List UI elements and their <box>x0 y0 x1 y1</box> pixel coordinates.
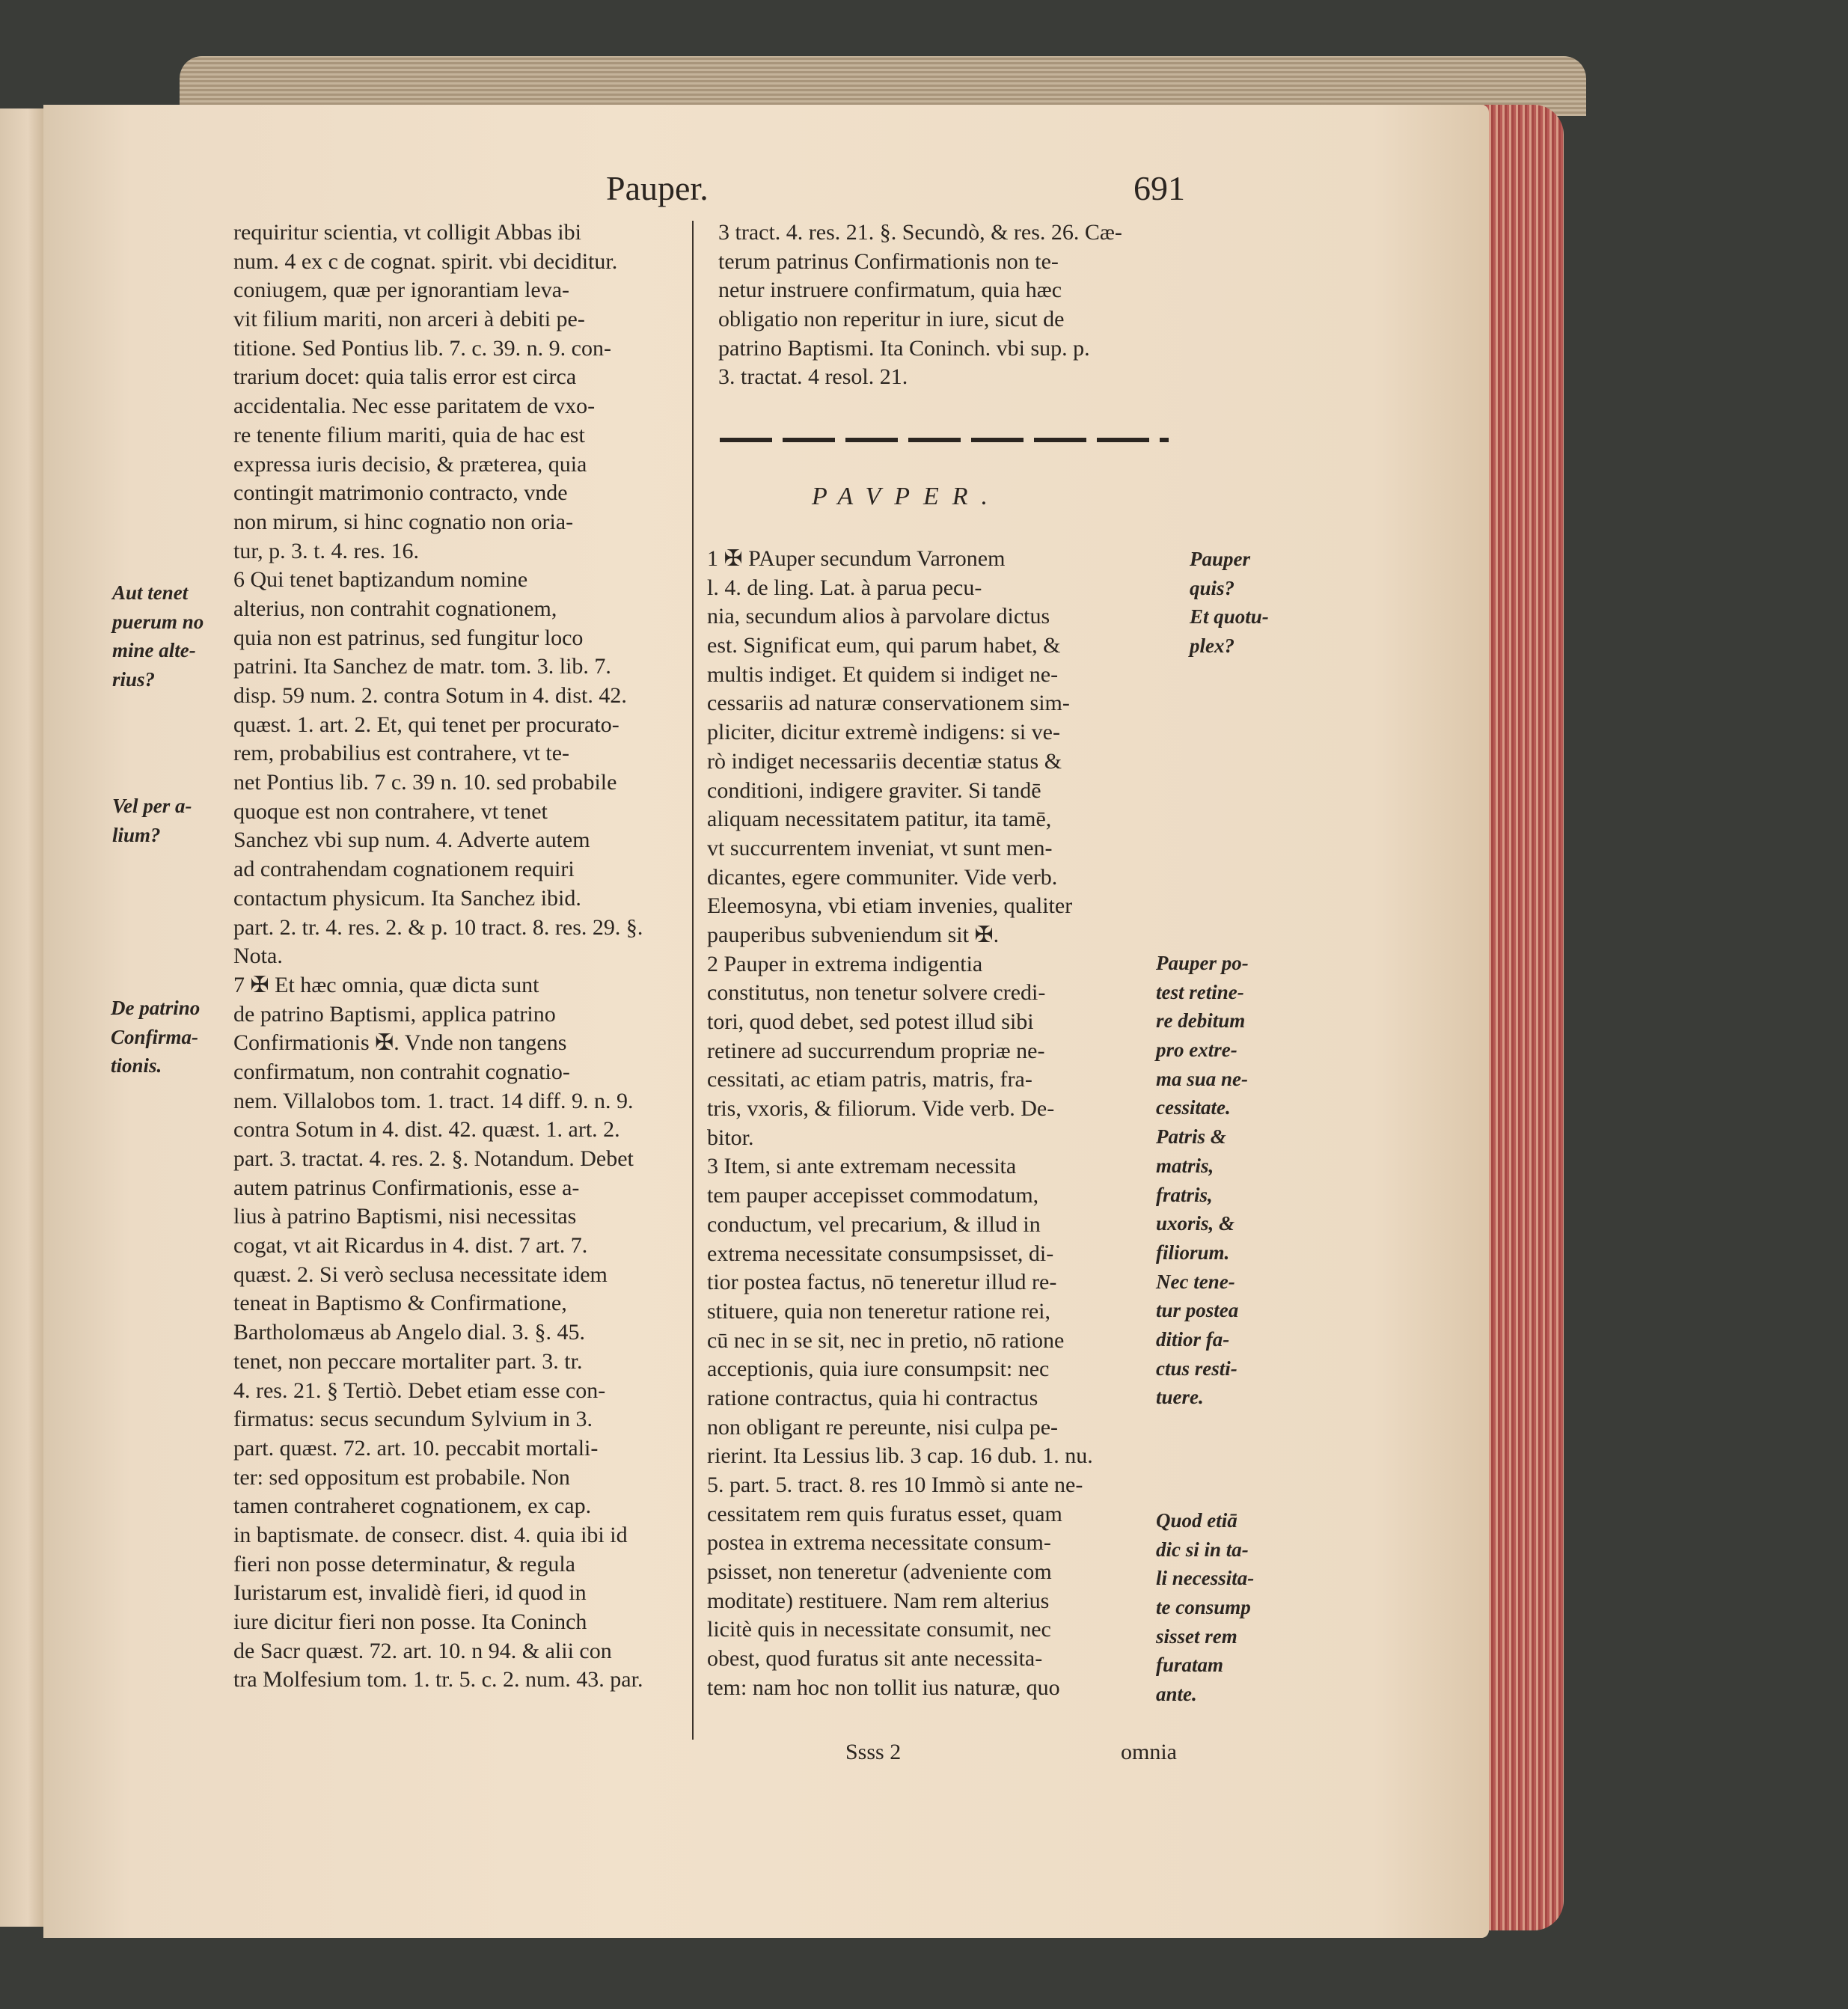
text-line: non mirum, si hinc cognatio non oria- <box>233 509 574 534</box>
text-line: multis indiget. Et quidem si indiget ne- <box>707 661 1059 687</box>
text-line: pliciter, dicitur extremè indigens: si ve- <box>707 720 1060 745</box>
text-line: Bartholomæus ab Angelo dial. 3. §. 45. <box>233 1320 585 1345</box>
text-line: constitutus, non tenetur solvere credi- <box>707 980 1046 1006</box>
text-line: accidentalia. Nec esse paritatem de vxo- <box>233 394 596 419</box>
signature-mark: Ssss 2 <box>845 1740 902 1764</box>
text-line: ratione contractus, quia hi contractus <box>707 1385 1038 1410</box>
text-line: acceptionis, quia iure consumpsit: nec <box>707 1357 1050 1382</box>
text-line: lius à patrino Baptismi, nisi necessitas <box>233 1204 577 1229</box>
text-line: dicantes, egere communiter. Vide verb. <box>707 864 1058 890</box>
text-line: contra Sotum in 4. dist. 42. quæst. 1. art. 2. <box>233 1117 620 1143</box>
margin-note-line: Vel per a- <box>112 795 192 817</box>
text-line: tur, p. 3. t. 4. res. 16. <box>233 538 419 563</box>
text-line: contingit matrimonio contracto, vnde <box>233 480 568 506</box>
text-line: cogat, vt ait Ricardus in 4. dist. 7 art. 7. <box>233 1233 588 1259</box>
text-line: coniugem, quæ per ignorantiam leva- <box>233 278 570 303</box>
text-line: rem, probabilius est contrahere, vt te- <box>233 741 570 766</box>
margin-note-line: ctus resti- <box>1156 1357 1237 1380</box>
text-line: conditioni, indigere graviter. Si tandē <box>707 777 1041 803</box>
text-line: l. 4. de ling. Lat. à parua pecu- <box>707 575 982 600</box>
right-margin-note-3 <box>1156 1508 1254 1710</box>
left-page-strip <box>0 108 46 1927</box>
text-line: Iuristarum est, invalidè fieri, id quod in <box>233 1580 587 1606</box>
left-column <box>233 218 643 1695</box>
text-line: terum patrinus Confirmationis non te- <box>718 248 1059 274</box>
text-line: rierint. Ita Lessius lib. 3 cap. 16 dub. 1. nu. <box>707 1443 1093 1469</box>
text-line: de Sacr quæst. 72. art. 10. n 94. & alii con <box>233 1638 612 1663</box>
margin-note-line: plex? <box>1190 634 1234 658</box>
margin-note-line: cessitate. <box>1156 1096 1231 1119</box>
right-column-body <box>707 545 1093 1703</box>
running-head: Pauper. <box>606 169 709 207</box>
text-line: tori, quod debet, sed potest illud sibi <box>707 1009 1034 1034</box>
text-line: autem patrinus Confirmationis, esse a- <box>233 1175 580 1200</box>
margin-note-line: tuere. <box>1156 1386 1204 1409</box>
margin-note-line: matris, <box>1156 1154 1214 1177</box>
text-line: part. quæst. 72. art. 10. peccabit mortali- <box>233 1435 599 1461</box>
text-line: tior postea factus, nō teneretur illud re- <box>707 1270 1057 1295</box>
margin-note-line: Quod etiā <box>1156 1509 1237 1532</box>
text-line: nia, secundum alios à parvolare dictus <box>707 604 1050 629</box>
text-line: postea in extrema necessitate consum- <box>707 1530 1051 1556</box>
margin-note-line: ante. <box>1156 1683 1197 1706</box>
text-line: de patrino Baptismi, applica patrino <box>233 1001 556 1027</box>
text-line: re tenente filium mariti, quia de hac est <box>233 422 585 447</box>
text-line: fieri non posse determinatur, & regula <box>233 1551 575 1577</box>
text-line: tem pauper accepisset commodatum, <box>707 1183 1039 1208</box>
margin-note-line: Nec tene- <box>1156 1270 1235 1293</box>
text-line: retinere ad succurrendum propriæ ne- <box>707 1038 1045 1063</box>
text-line: netur instruere confirmatum, quia hæc <box>718 278 1062 303</box>
text-line: 3 tract. 4. res. 21. §. Secundò, & res. 26. Cæ- <box>718 220 1122 245</box>
left-margin-note-2 <box>112 793 192 851</box>
margin-note-line: tur postea <box>1156 1299 1239 1322</box>
text-line: patrino Baptismi. Ita Coninch. vbi sup. p. <box>718 335 1090 361</box>
text-line: tamen contraheret cognationem, ex cap. <box>233 1493 592 1519</box>
right-column-top <box>718 218 1122 392</box>
margin-note-line: mine alte- <box>112 639 196 662</box>
margin-note-line: fratris, <box>1156 1183 1213 1206</box>
margin-note-line: Pauper po- <box>1156 952 1249 974</box>
text-line: Eleemosyna, vbi etiam invenies, qualiter <box>707 893 1073 919</box>
margin-note-line: ditior fa- <box>1156 1327 1230 1351</box>
text-line: 7 ✠ Et hæc omnia, quæ dicta sunt <box>233 972 539 997</box>
text-line: rò indiget necessariis decentiæ status & <box>707 748 1062 774</box>
text-line: 3. tractat. 4 resol. 21. <box>718 364 908 390</box>
text-line: disp. 59 num. 2. contra Sotum in 4. dist. 42. <box>233 683 627 708</box>
right-margin-note-2 <box>1156 950 1249 1413</box>
text-line: 1 ✠ PAuper secundum Varronem <box>707 546 1006 571</box>
text-line: trarium docet: quia talis error est circa <box>233 364 577 390</box>
text-line: part. 3. tractat. 4. res. 2. §. Notandum. Debet <box>233 1146 634 1171</box>
left-margin-note-3 <box>111 995 200 1082</box>
text-line: requiritur scientia, vt colligit Abbas ibi <box>233 220 581 245</box>
text-line: licitè quis in necessitate consumit, nec <box>707 1617 1051 1642</box>
text-line: vit filium mariti, non arceri à debiti pe- <box>233 307 585 332</box>
text-line: Sanchez vbi sup num. 4. Adverte autem <box>233 828 590 853</box>
margin-note-line: puerum no <box>112 610 204 633</box>
section-heading: PAVPER. <box>812 483 1002 510</box>
text-line: 2 Pauper in extrema indigentia <box>707 951 983 976</box>
text-line: non obligant re pereunte, nisi culpa pe- <box>707 1414 1059 1440</box>
margin-note-line: furatam <box>1156 1654 1224 1677</box>
text-line: aliquam necessitatem patitur, ita tamē, <box>707 807 1052 832</box>
margin-note-line: sisset rem <box>1156 1624 1237 1648</box>
margin-note-line: uxoris, & <box>1156 1212 1235 1235</box>
margin-note-line: filiorum. <box>1156 1241 1230 1264</box>
column-divider <box>692 221 694 1740</box>
margin-note-line: test retine- <box>1156 980 1244 1003</box>
text-line: moditate) restituere. Nam rem alterius <box>707 1588 1050 1613</box>
text-line: extrema necessitate consumpsisset, di- <box>707 1241 1054 1266</box>
margin-note-line: te consump <box>1156 1596 1251 1619</box>
text-line: teneat in Baptismo & Confirmatione, <box>233 1291 567 1316</box>
text-line: cessitatem rem quis furatus esset, quam <box>707 1501 1062 1526</box>
text-line: iure dicitur fieri non posse. Ita Coninch <box>233 1609 587 1634</box>
text-line: 4. res. 21. § Tertiò. Debet etiam esse con- <box>233 1377 606 1403</box>
text-line: quæst. 1. art. 2. Et, qui tenet per procurato- <box>233 712 619 737</box>
margin-note-line: De patrino <box>111 997 201 1019</box>
text-line: Confirmationis ✠. Vnde non tangens <box>233 1030 567 1056</box>
margin-note-line: lium? <box>112 823 161 846</box>
text-line: firmatus: secus secundum Sylvium in 3. <box>233 1407 593 1432</box>
text-line: obest, quod furatus sit ante necessita- <box>707 1646 1043 1672</box>
text-line: tris, vxoris, & filiorum. Vide verb. De- <box>707 1096 1055 1122</box>
text-line: conductum, vel precarium, & illud in <box>707 1211 1041 1237</box>
text-line: alterius, non contrahit cognationem, <box>233 596 557 621</box>
text-line: stituere, quia non teneretur ratione rei, <box>707 1298 1050 1324</box>
left-margin-note-1 <box>112 580 204 696</box>
margin-note-line: pro extre- <box>1156 1039 1237 1062</box>
margin-note-line: Et quotu- <box>1190 605 1269 629</box>
margin-note-line: quis? <box>1190 576 1235 599</box>
text-line: obligatio non reperitur in iure, sicut de <box>718 307 1065 332</box>
text-line: patrini. Ita Sanchez de matr. tom. 3. lib. 7. <box>233 654 611 679</box>
text-line: ter: sed oppositum est probabile. Non <box>233 1464 570 1490</box>
margin-note-line: Aut tenet <box>112 581 189 604</box>
text-line: 6 Qui tenet baptizandum nomine <box>233 567 528 593</box>
section-rule <box>720 438 1169 442</box>
text-line: ad contrahendam cognationem requiri <box>233 857 575 882</box>
catchword: omnia <box>1121 1740 1177 1764</box>
text-line: Nota. <box>233 944 283 969</box>
margin-note-line: ma sua ne- <box>1156 1067 1249 1090</box>
text-line: titione. Sed Pontius lib. 7. c. 39. n. 9. con- <box>233 335 611 361</box>
margin-note-line: re debitum <box>1156 1009 1246 1033</box>
margin-note-line: Pauper <box>1190 548 1250 570</box>
text-line: quia non est patrinus, sed fungitur loco <box>233 625 584 650</box>
text-line: 5. part. 5. tract. 8. res 10 Immò si ante ne- <box>707 1473 1083 1497</box>
text-line: contactum physicum. Ita Sanchez ibid. <box>233 885 581 911</box>
text-line: tenet, non peccare mortaliter part. 3. tr. <box>233 1348 583 1374</box>
text-line: pauperibus subveniendum sit ✠. <box>707 922 1000 947</box>
text-line: quoque est non contrahere, vt tenet <box>233 798 548 824</box>
text-line: tra Molfesium tom. 1. tr. 5. c. 2. num. 43. par. <box>233 1667 643 1692</box>
margin-note-line: rius? <box>112 668 156 691</box>
margin-note-line: Confirma- <box>111 1025 199 1048</box>
text-line: vt succurrentem inveniat, vt sunt men- <box>707 835 1053 860</box>
text-line: in baptismate. de consecr. dist. 4. quia ibi id <box>233 1522 628 1547</box>
text-line: cū nec in se sit, nec in pretio, nō ratione <box>707 1327 1065 1353</box>
text-line: cessariis ad naturæ conservationem sim- <box>707 691 1070 716</box>
margin-note-line: li necessita- <box>1156 1567 1255 1590</box>
text-line: nem. Villalobos tom. 1. tract. 14 diff. 9. n. 9. <box>233 1088 634 1113</box>
text-line: expressa iuris decisio, & præterea, quia <box>233 451 587 477</box>
text-line: psisset, non teneretur (adveniente com <box>707 1559 1052 1585</box>
margin-note-line: Patris & <box>1156 1125 1226 1149</box>
page-number: 691 <box>1133 169 1185 207</box>
text-line: confirmatum, non contrahit cognatio- <box>233 1059 570 1084</box>
text-line: net Pontius lib. 7 c. 39 n. 10. sed probabile <box>233 770 617 795</box>
margin-note-line: dic si in ta- <box>1156 1538 1249 1561</box>
margin-note-line: tionis. <box>111 1054 162 1077</box>
text-line: 3 Item, si ante extremam necessita <box>707 1154 1017 1179</box>
right-margin-note-1 <box>1190 546 1269 662</box>
text-line: est. Significat eum, qui parum habet, & <box>707 633 1061 658</box>
text-line: bitor. <box>707 1125 754 1150</box>
text-line: tem: nam hoc non tollit ius naturæ, quo <box>707 1675 1060 1700</box>
text-line: quæst. 2. Si verò seclusa necessitate idem <box>233 1262 608 1287</box>
text-line: cessitati, ac etiam patris, matris, fra- <box>707 1067 1032 1092</box>
text-line: part. 2. tr. 4. res. 2. & p. 10 tract. 8. res. 29. §. <box>233 914 643 940</box>
text-line: num. 4 ex c de cognat. spirit. vbi deciditur. <box>233 248 618 274</box>
